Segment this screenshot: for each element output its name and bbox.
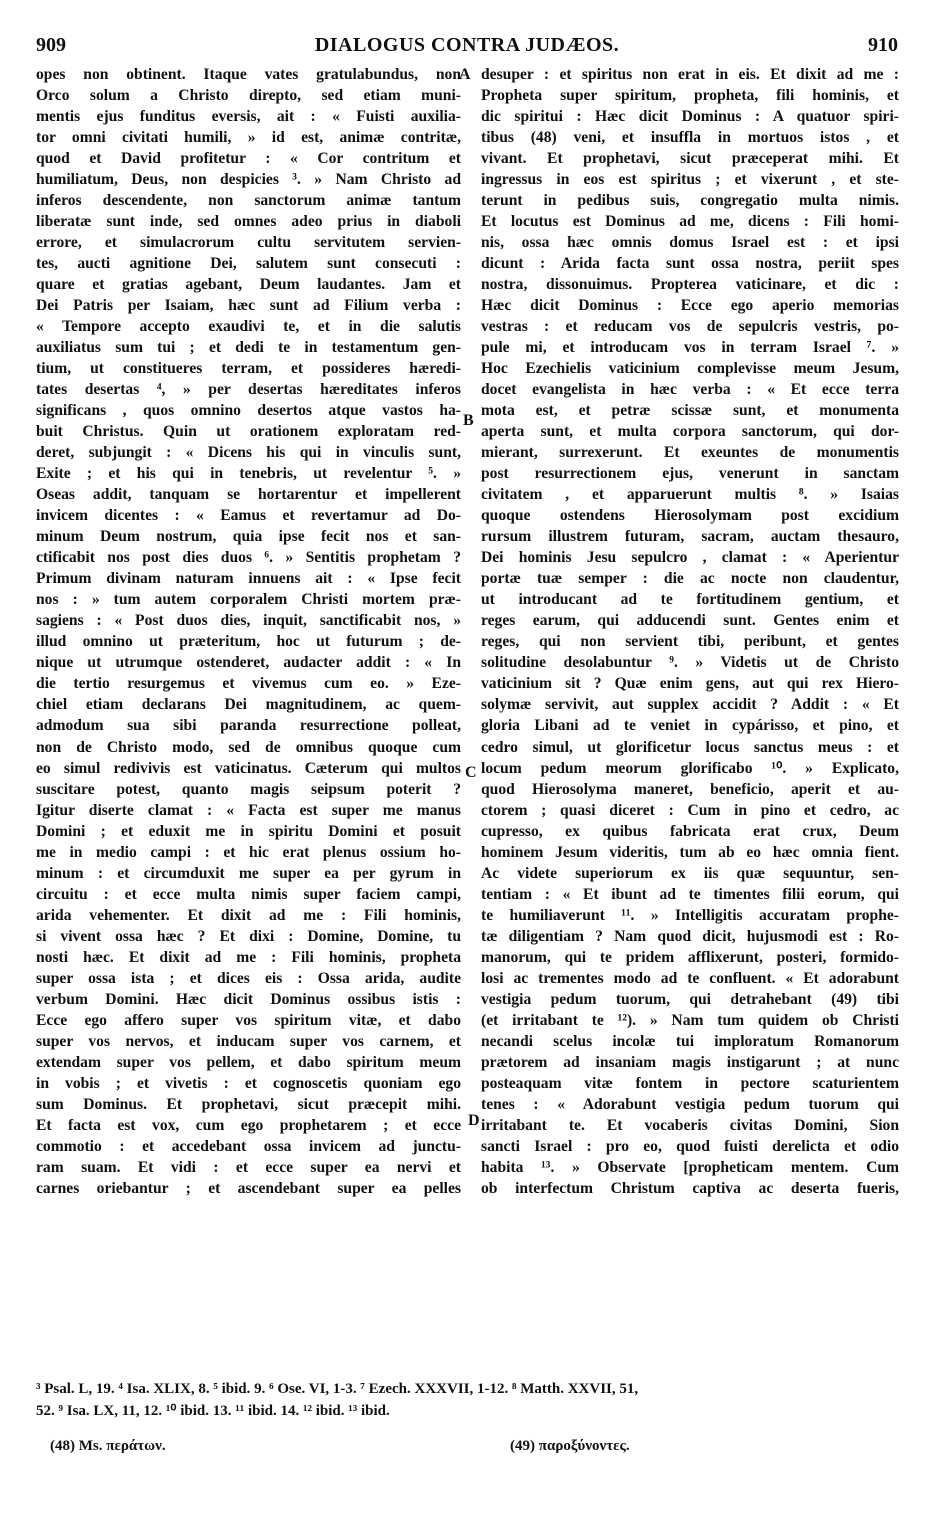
variant-note-49: (49) παροξύνοντες. (510, 1438, 630, 1454)
text-line: vivant. Et prophetavi, sicut præceperat mihi. Et (481, 150, 899, 168)
page-header (36, 34, 898, 62)
text-line: dicunt : Arida facta sunt ossa nostra, periit spes (481, 255, 899, 273)
text-line: irritabant te. Et vocaberis civitas Domini, Sion (481, 1116, 899, 1134)
text-line: « Tempore accepto exaudivi te, et in die salutis (36, 318, 461, 336)
page-number-left: 909 (36, 34, 66, 56)
variant-readings (36, 1438, 902, 1462)
text-line: admodum sua sibi paranda resurrectione polleat, (36, 717, 461, 735)
text-line: non de Christo modo, sed de omnibus quoque cum (36, 738, 461, 756)
text-line: nique ut utrumque ostenderet, audacter addit : « In (36, 654, 461, 672)
text-line: super ossa ista ; et dices eis : Ossa arida, audite (36, 969, 461, 987)
text-line: losi ac trementes modo ad te confluent. « Et adorabunt (481, 969, 899, 987)
text-line: necandi scelus incolæ tui imploratum Romanorum (481, 1032, 899, 1050)
text-line: minum : et circumduxit me super ea per gyrum in (36, 864, 461, 882)
text-line: si vivent ossa hæc ? Et dixi : Domine, Domine, tu (36, 927, 461, 945)
text-line: post resurrectionem ejus, venerunt in sanctam (481, 465, 899, 483)
text-line: auxiliatus sum tui ; et dedi te in testamentum gen- (36, 339, 461, 357)
text-line: rursum illustrem futuram, sacram, auctam thesauro, (481, 528, 899, 546)
text-line: sancti Israel : pro eo, quod fuisti derelicta et odio (481, 1137, 899, 1155)
text-line: arida vehementer. Et dixit ad me : Fili hominis, (36, 906, 461, 924)
right-column (481, 64, 899, 1199)
text-line: docet evangelista in hæc verba : « Et ecce terra (481, 381, 899, 399)
text-line: cedro simul, ut glorificetur locus sanctus meus : et (481, 738, 899, 756)
text-line: vestras : et reducam vos de sepulcris vestris, po- (481, 318, 899, 336)
text-line: hominem Jesum videritis, tum ab eo hæc omnia fient. (481, 843, 899, 861)
text-line: civitatem , et apparuerunt multis ⁸. » Isaias (481, 486, 899, 504)
text-line: gloria Libani ad te veniet in cypárisso, et pino, et (481, 717, 899, 735)
text-line: ctificabit nos post dies duos ⁶. » Sentitis prophetam ? (36, 549, 461, 567)
text-line: chiel etiam declarans Dei magnitudinem, ac quem- (36, 696, 461, 714)
text-line: super vos nervos, et inducam super vos carnem, et (36, 1032, 461, 1050)
text-line: nos : » tum autem corporalem Christi mortem præ- (36, 591, 461, 609)
text-line: tenes : « Adorabunt vestigia pedum tuorum qui (481, 1095, 899, 1113)
text-line: Dei Patris per Isaiam, hæc sunt ad Filium verba : (36, 297, 461, 315)
margin-marker-c: C (465, 764, 477, 781)
text-line: solitudine desolabuntur ⁹. » Videtis ut de Christo (481, 654, 899, 672)
text-line: desuper : et spiritus non erat in eis. Et dixit ad me : (481, 66, 899, 83)
text-line: Exite ; et his qui in tenebris, ut revelentur ⁵. » (36, 465, 461, 483)
text-line: mota est, et petræ scissæ sunt, et monumenta (481, 402, 899, 420)
text-line: vestigia pedum tuorum, qui detrahebant (49) tibi (481, 990, 899, 1008)
text-line: tentiam : « Et ibunt ad te timentes filii eorum, qui (481, 885, 899, 903)
text-line: Propheta super spiritum, propheta, fili hominis, et (481, 87, 899, 105)
text-line: ram suam. Et vidi : et ecce super ea nervi et (36, 1158, 461, 1176)
text-line: manorum, qui te pridem afflixerunt, posteri, formido- (481, 948, 899, 966)
text-line: quod Hierosolyma maneret, beneficio, aperit et au- (481, 780, 899, 798)
text-line: suscitare potest, quanto magis seipsum poterit ? (36, 780, 461, 798)
margin-marker-a: A (459, 66, 471, 83)
text-line: tium, ut constitueres terram, et possideres hæredi- (36, 360, 461, 378)
text-line: quare et gratias agebant, Deum laudantes. Jam et (36, 276, 461, 294)
text-line: nis, ossa hæc omnis domus Israel est : et ipsi (481, 234, 899, 252)
text-line: portæ tuæ semper : die ac nocte non claudentur, (481, 570, 899, 588)
footnote-line: ³ Psal. L, 19. ⁴ Isa. XLIX, 8. ⁵ ibid. 9. ⁶ Ose. VI, 1-3. ⁷ Ezech. XXXVII, 1-12. ⁸ Matth. XXVII, 51, (36, 1381, 639, 1397)
text-line: deret, subjungit : « Dicens his qui in vinculis sunt, (36, 444, 461, 462)
text-line: tibus (48) veni, et insuffla in mortuos istos , et (481, 129, 899, 147)
text-line: ob interfectum Christum captiva ac deserta fueris, (481, 1179, 899, 1197)
text-line: Ecce ego affero super vos spiritum vitæ, et dabo (36, 1011, 461, 1029)
variant-note-48: (48) Ms. περάτων. (50, 1438, 166, 1454)
text-line: Igitur diserte clamat : « Facta est super me manus (36, 801, 461, 819)
footnotes (36, 1378, 902, 1422)
text-line: extendam super vos pellem, et dabo spiritum meum (36, 1053, 461, 1071)
left-column (36, 64, 461, 1199)
text-line: ctorem ; quasi diceret : Cum in pino et cedro, ac (481, 801, 899, 819)
text-line: mierant, surrexerunt. Et exeuntes de monumentis (481, 444, 899, 462)
text-line: ut introducant ad te fortitudinem gentium, et (481, 591, 899, 609)
text-line: Ac videte superiorum ex iis quæ sequuntur, sen- (481, 864, 899, 882)
text-line: me in medio campi : et hic erat plenus ossium ho- (36, 843, 461, 861)
text-line: invicem dicentes : « Eamus et revertamur ad Do- (36, 507, 461, 525)
running-title: DIALOGUS CONTRA JUDÆOS. (314, 34, 620, 56)
text-line: verbum Domini. Hæc dicit Dominus ossibus istis : (36, 990, 461, 1008)
margin-marker-d: D (468, 1112, 480, 1129)
text-line: circuitu : et ecce multa nimis super faciem campi, (36, 885, 461, 903)
text-line: reges earum, qui adducendi sunt. Gentes enim et (481, 612, 899, 630)
text-line: Primum divinam naturam innuens ait : « Ipse fecit (36, 570, 461, 588)
text-line: terunt in pedibus suis, congregatio multa nimis. (481, 192, 899, 210)
text-line: errore, et simulacrorum cultu servitutem servien- (36, 234, 461, 252)
text-line: opes non obtinent. Itaque vates gratulabundus, non (36, 66, 461, 83)
text-line: mentis ejus funditus eversis, ait : « Fuisti auxilia- (36, 108, 461, 126)
text-line: Domini ; et eduxit me in spiritu Domini et posuit (36, 822, 461, 840)
text-line: aperta sunt, et multa corpora sanctorum, qui dor- (481, 423, 899, 441)
text-line: cupresso, ex quibus fabricata erat crux, Deum (481, 822, 899, 840)
text-line: locum pedum meorum glorificabo ¹⁰. » Explicato, (481, 759, 899, 777)
text-line: quoque ostendens Hierosolymam post excidium (481, 507, 899, 525)
text-line: ingressus in eos est spiritus ; et vixerunt , et ste- (481, 171, 899, 189)
text-line: dic spiritui : Hæc dicit Dominus : A quatuor spiri- (481, 108, 899, 126)
text-line: Orco solum a Christo direpto, sed etiam muni- (36, 87, 461, 105)
text-line: habita ¹³. » Observate [propheticam mentem. Cum (481, 1158, 899, 1176)
text-line: Hæc dicit Dominus : Ecce ego aperio memorias (481, 297, 899, 315)
text-line: Hoc Ezechielis vaticinium complevisse meum Jesum, (481, 360, 899, 378)
text-line: reges, qui non servient tibi, peribunt, et gentes (481, 633, 899, 651)
text-line: tates desertas ⁴, » per desertas hæreditates inferos (36, 381, 461, 399)
text-line: vaticinium sit ? Quæ enim gens, aut qui rex Hiero- (481, 675, 899, 693)
text-line: prætorem ad insaniam magis instigarunt ; at nunc (481, 1053, 899, 1071)
text-line: commotio : et accedebant ossa invicem ad junctu- (36, 1137, 461, 1155)
text-line: Oseas addit, tanquam se hortarentur et impellerent (36, 486, 461, 504)
page-number-right: 910 (868, 34, 898, 56)
text-line: minum Deum nostrum, quia ipse fecit nos et san- (36, 528, 461, 546)
text-line: tes, aucti agnitione Dei, salutem sunt consecuti : (36, 255, 461, 273)
text-line: te humiliaverunt ¹¹. » Intelligitis accuratam prophe- (481, 906, 899, 924)
text-line: tor omni civitati humili, » id est, animæ contritæ, (36, 129, 461, 147)
text-line: inferos descendente, non sanctorum animæ tantum (36, 192, 461, 210)
text-line: pule mi, et introducam vos in terram Israel ⁷. » (481, 339, 899, 357)
text-line: quod et David profitetur : « Cor contritum et (36, 150, 461, 168)
text-line: liberatæ sunt inde, sed omnes adeo prius in diaboli (36, 213, 461, 231)
footnote-line: 52. ⁹ Isa. LX, 11, 12. ¹⁰ ibid. 13. ¹¹ ibid. 14. ¹² ibid. ¹³ ibid. (36, 1403, 390, 1419)
text-line: buit Christus. Quin ut orationem exploratam red- (36, 423, 461, 441)
text-line: in vobis ; et vivetis : et cognoscetis quoniam ego (36, 1074, 461, 1092)
text-line: sum Dominus. Et prophetavi, sicut præcepit mihi. (36, 1095, 461, 1113)
text-line: nostra, dissonuimus. Propterea vaticinare, et dic : (481, 276, 899, 294)
text-line: humiliatum, Deus, non despicies ³. » Nam Christo ad (36, 171, 461, 189)
text-line: posteaquam vitæ fontem in pectore scaturientem (481, 1074, 899, 1092)
text-line: carnes oriebantur ; et ascendebant super ea pelles (36, 1179, 461, 1197)
text-line: sagiens : « Post duos dies, inquit, sanctificabit nos, » (36, 612, 461, 630)
text-line: illud omnino ut præteritum, hoc ut futurum ; de- (36, 633, 461, 651)
text-line: (et irritabant te ¹²). » Nam tum quidem ob Christi (481, 1011, 899, 1029)
text-line: nosti hæc. Et dixit ad me : Fili hominis, propheta (36, 948, 461, 966)
text-line: eo simul redivivis est vaticinatus. Cæterum qui multos (36, 759, 461, 777)
text-line: tæ diligentiam ? Nam quod dicit, hujusmodi est : Ro- (481, 927, 899, 945)
text-line: die tertio resurgemus et vivemus cum eo. » Eze- (36, 675, 461, 693)
margin-marker-b: B (463, 412, 474, 429)
text-line: Et locutus est Dominus ad me, dicens : Fili homi- (481, 213, 899, 231)
text-line: Dei hominis Jesu sepulcro , clamat : « Aperientur (481, 549, 899, 567)
text-line: Et facta est vox, cum ego prophetarem ; et ecce (36, 1116, 461, 1134)
text-line: solymæ servivit, aut supplex accidit ? Addit : « Et (481, 696, 899, 714)
text-line: significans , quos omnino desertos atque vastos ha- (36, 402, 461, 420)
